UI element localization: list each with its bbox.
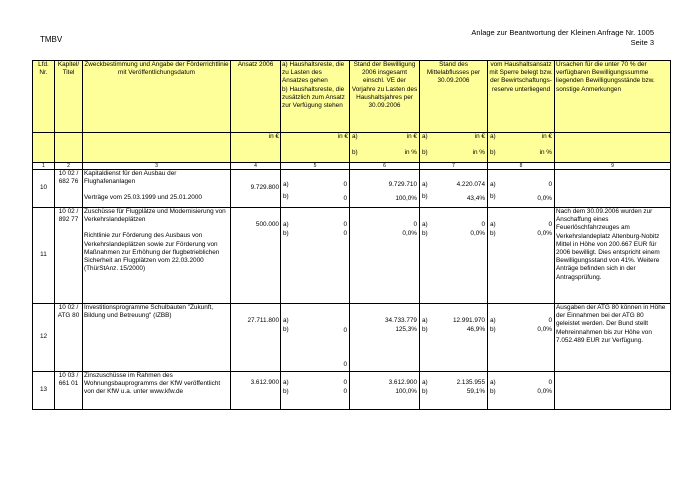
col-number: 6 [350,163,420,170]
row-hr-b-label: b) [283,230,289,237]
unit-bew [350,133,420,163]
row-mittel [420,372,488,410]
col-haushaltsreste-a: a) Haushaltsreste, die zu Lasten des Ansatzes gehen [282,61,345,85]
col-zweck: Zweckbestimmung und Angabe der Förderrichtlinie mit Veröffentlichungsdatum [83,61,231,133]
col-number: 1 [33,163,55,170]
row-bew-a: 0 [413,221,417,228]
unit-empty-9 [555,133,671,163]
unit-mittel-a-label: a) [422,133,428,140]
col-stand-mittelabfluss: Stand des Mittelabflusses per 30.09.2006 [420,61,488,133]
row-sperre-b-label: b) [490,326,496,333]
row-sperre [488,170,555,208]
row-nr: 13 [33,372,55,410]
row-mittel-b-label: b) [422,230,428,237]
row-zweck-title: Zinszuschüsse im Rahmen des Wohnungsbauprogramms der KfW veröffentlicht von der KfW u.a. unter www.kfw.de [84,372,221,396]
col-kapitel: Kapitel/ Titel [55,61,83,133]
row-sperre-a: 0 [548,221,552,228]
unit-ansatz [231,133,281,163]
row-hr-a-label: a) [283,181,289,188]
row-hr-b: 0 [343,388,347,395]
row-hr-a: 0 [343,327,347,334]
row-hr [281,372,350,410]
row-hr [281,170,350,208]
row-bew [350,208,420,304]
row-zweck [83,170,231,208]
row-nr: 10 [33,170,55,208]
unit-sperre-b-label: b) [490,149,496,156]
col-sperre: vom Haushaltsansatz mit Sperre belegt bzw. der Bewirtschaftungs-reserve unterliegend [488,61,555,133]
col-lfd: Lfd. Nr. [33,61,55,133]
row-sperre-b-label: b) [490,230,496,237]
row-ansatz [231,304,281,372]
unit-eur-ansatz: in € [268,133,279,140]
row-hr-a-label: a) [283,221,289,228]
row-mittel-b-label: b) [422,193,428,200]
table-row [33,372,671,410]
row-ansatz: 9.729.800 [231,170,281,208]
row-kapitel: 10 02 / 682 76 [55,170,83,208]
row-bew-a: 3.612.900 [388,379,417,386]
unit-bew-eur: in € [406,133,417,140]
row-sperre-b-label: b) [490,193,496,200]
row-mittel-b: 0,0% [470,230,485,237]
header-title: Anlage zur Beantwortung der Kleinen Anfrage Nr. 1005 [471,28,654,37]
row-mittel-b-label: b) [422,326,428,333]
col-number: 5 [281,163,350,170]
unit-mittel-b-label: b) [422,149,428,156]
row-mittel [420,304,488,372]
row-zweck-title: Investitionsprogramme Schulbauten "Zukunft, Bildung und Betreuung" (IZBB) [84,304,214,320]
row-ansatz [231,208,281,304]
row-ursachen [555,372,671,410]
row-zweck-detail: Richtlinie zur Förderung des Ausbaus von Verkehrslandeplätzen sowie zur Förderung von Maßnahmen zur Erhöhung der flugbetrieblichen Sicherheit an Flugplätzen vom 22.03.2000 (ThürStAnz. 15/2000) [84,232,220,273]
page-number: Seite 3 [630,38,654,47]
unit-mittel-pct: in % [472,149,485,156]
row-mittel-a: 2.135.955 [456,379,485,386]
row-ansatz-value: 3.612.900 [250,379,279,386]
col-number: 7 [420,163,488,170]
row-zweck-detail: Verträge vom 25.03.1999 und 25.01.2000 [84,194,202,202]
row-mittel-b-label: b) [422,388,428,395]
col-ursachen: Ursachen für die unter 70 % der verfügbaren Bewilligungssumme liegenden Bewilligungsstände bzw. sonstige Anmerkungen [555,61,671,133]
row-sperre-a: 0 [548,317,552,324]
row-sperre-a: 0 [548,379,552,386]
unit-eur-hr: in € [337,133,348,140]
row-hr-a: 0 [343,221,347,228]
row-hr-b-label: b) [283,388,289,395]
row-sperre-b-label: b) [490,388,496,395]
row-sperre-a-label: a) [490,317,496,324]
unit-bew-pct: in % [404,149,417,156]
row-sperre-b: 0,0% [537,388,552,395]
unit-mittel [420,133,488,163]
row-hr-b: 0 [343,230,347,237]
col-number: 8 [488,163,555,170]
unit-mittel-eur: in € [474,133,485,140]
row-bew-b: 100,0% [395,388,417,395]
col-haushaltsreste [281,61,350,133]
row-mittel-a-label: a) [422,317,428,324]
row-sperre-a-label: a) [490,181,496,188]
row-sperre-b: 0,0% [537,326,552,333]
row-kapitel: 10 02 / 892 77 [55,208,83,304]
row-zweck-title: Kapitaldienst für den Ausbau der Flughafenanlagen [84,170,177,186]
row-hr-b: 0 [343,361,347,368]
col-number: 3 [83,163,231,170]
row-zweck [83,304,231,372]
row-bew-a: 34.733.779 [385,317,417,324]
row-ursachen [555,170,671,208]
row-mittel-a-label: a) [422,379,428,386]
row-nr: 12 [33,304,55,372]
unit-sperre-a-label: a) [490,133,496,140]
row-hr-b: 0 [343,195,347,202]
row-mittel-a: 12.991.970 [453,317,485,324]
row-mittel-b: 46,9% [466,326,485,333]
row-nr: 11 [33,208,55,304]
col-number: 9 [555,163,671,170]
row-hr-b-label: b) [283,193,289,200]
unit-bew-a-label: a) [352,133,358,140]
col-haushaltsreste-b: b) Haushaltsreste, die zusätzlich zum Ansatz zur Verfügung stehen [282,85,345,110]
row-mittel [420,170,488,208]
unit-empty-1 [33,133,55,163]
row-sperre-b: 0,0% [537,230,552,237]
row-hr-a-label: a) [283,317,289,324]
row-mittel-a: 4.220.074 [456,181,485,188]
unit-sperre-eur: in € [541,133,552,140]
row-sperre [488,372,555,410]
row-ansatz-value: 500.000 [255,221,279,228]
row-zweck-title: Zuschüsse für Flugplätze und Modernisierung von Verkehrslandeplätzen [84,208,226,224]
row-sperre-a-label: a) [490,221,496,228]
col-number: 4 [231,163,281,170]
unit-bew-b-label: b) [352,149,358,156]
unit-empty-3 [83,133,231,163]
row-kapitel: 10 03 / 661 01 [55,372,83,410]
row-hr-a-label: a) [283,379,289,386]
row-bew-b: 100,0% [395,195,417,202]
col-ansatz: Ansatz 2006 [231,61,281,133]
unit-empty-2 [55,133,83,163]
row-ansatz [231,372,281,410]
row-hr [281,304,350,372]
row-bew [350,170,420,208]
row-mittel [420,208,488,304]
row-mittel-a: 0 [481,221,485,228]
row-mittel-b: 59,1% [466,388,485,395]
row-bew [350,304,420,372]
header-right [471,28,654,48]
row-sperre [488,208,555,304]
row-ursachen: Ausgaben der ATG 80 können in Höhe der Einnahmen bei der ATG 80 geleistet werden. Der Bund stellt Mehreinnahmen bis zur Höhe von 7.052.489 EUR zur Verfügung. [555,304,671,372]
unit-hr [281,133,350,163]
row-sperre [488,304,555,372]
row-hr-a: 0 [343,181,347,188]
row-bew-b: 125,3% [395,326,417,333]
row-zweck [83,208,231,304]
table-row [33,170,671,208]
row-sperre-a: 0 [548,181,552,188]
row-sperre-b: 0,0% [537,195,552,202]
table-row [33,304,671,372]
budget-table [32,60,671,410]
row-hr-a: 0 [343,379,347,386]
unit-sperre [488,133,555,163]
table-row [33,208,671,304]
header-left: TMBV [40,35,63,44]
col-number: 2 [55,163,83,170]
row-hr-b-label: b) [283,326,289,333]
col-stand-bewilligung: Stand der Bewilligung 2006 insgesamt einschl. VE der Vorjahre zu Lasten des Haushaltsjahres per 30.09.2006 [350,61,420,133]
unit-sperre-pct: in % [539,149,552,156]
row-mittel-a-label: a) [422,181,428,188]
row-bew-b: 0,0% [402,230,417,237]
row-kapitel: 10 02 / ATG 80 [55,304,83,372]
row-hr [281,208,350,304]
row-sperre-a-label: a) [490,379,496,386]
row-ansatz-value: 27.711.800 [247,317,279,324]
row-ursachen: Nach dem 30.09.2006 wurden zur Anschaffung eines Feuerlöschfahrzeuges am Verkehrslandeplatz Altenburg-Nobitz Mittel in Höhe von 200.667 EUR für 2006 bewilligt. Dies entspricht einem Bewilligungsstand von 41%. Weitere Anträge befinden sich in der Antragsprüfung. [555,208,671,304]
row-zweck [83,372,231,410]
row-bew [350,372,420,410]
row-mittel-a-label: a) [422,221,428,228]
row-bew-a: 9.729.710 [388,181,417,188]
row-mittel-b: 43,4% [466,195,485,202]
